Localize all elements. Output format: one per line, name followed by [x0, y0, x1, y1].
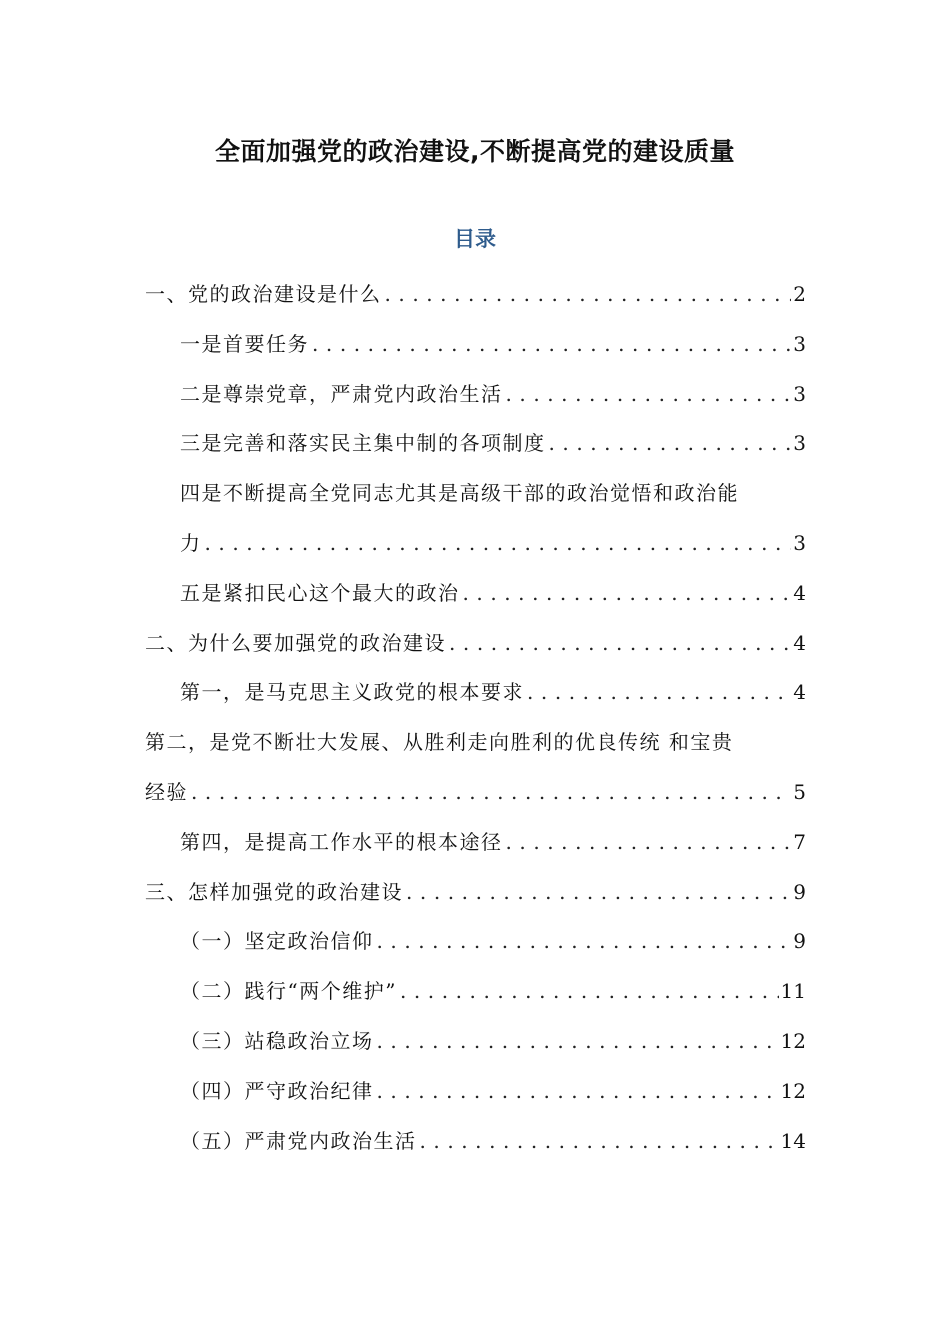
toc-leader-dots: [403, 868, 791, 918]
toc-leader-dots: [417, 1117, 779, 1167]
toc-entry-text-first-line: 第二，是党不断壮大发展、从胜利走向胜利的优良传统 和宝贵: [145, 730, 734, 755]
toc-entry-text: （三）站稳政治立场: [180, 1028, 374, 1053]
toc-leader-dots: [188, 768, 791, 818]
toc-page-number: 11: [780, 979, 806, 1004]
toc-page-number: 7: [793, 829, 806, 854]
toc-entry-text: 经验: [145, 779, 188, 804]
toc-leader-dots: [397, 967, 779, 1017]
toc-entry[interactable]: [0, 668, 806, 718]
toc-entry-text: （二）践行“两个维护”: [180, 979, 397, 1004]
toc-entry-text: 三、怎样加强党的政治建设: [145, 879, 403, 904]
table-of-contents: [0, 270, 950, 1166]
toc-page-number: 4: [793, 630, 806, 655]
toc-leader-dots: [503, 818, 792, 868]
toc-entry[interactable]: [0, 1017, 806, 1067]
toc-entry-text: 第四，是提高工作水平的根本途径: [180, 829, 503, 854]
toc-entry[interactable]: [0, 419, 806, 469]
toc-entry[interactable]: [0, 1067, 806, 1117]
toc-entry[interactable]: [0, 619, 806, 669]
toc-page-number: 12: [780, 1078, 806, 1103]
toc-leader-dots: [202, 519, 792, 569]
toc-leader-dots: [374, 1067, 779, 1117]
toc-entry-text: 五是紧扣民心这个最大的政治: [180, 580, 460, 605]
toc-page-number: 12: [780, 1028, 806, 1053]
toc-entry[interactable]: [0, 569, 806, 619]
toc-leader-dots: [382, 270, 792, 320]
toc-page-number: 4: [793, 680, 806, 705]
toc-entry-text: 二是尊崇党章，严肃党内政治生活: [180, 381, 503, 406]
toc-entry[interactable]: [0, 1117, 806, 1167]
toc-entry[interactable]: [0, 917, 806, 967]
toc-entry[interactable]: [0, 370, 806, 420]
toc-entry[interactable]: [0, 818, 806, 868]
toc-leader-dots: [503, 370, 792, 420]
toc-page-number: 3: [793, 431, 806, 456]
toc-entry-text: （一）坚定政治信仰: [180, 929, 374, 954]
toc-entry-text: 三是完善和落实民主集中制的各项制度: [180, 431, 546, 456]
toc-leader-dots: [524, 668, 791, 718]
toc-entry-text: （四）严守政治纪律: [180, 1078, 374, 1103]
toc-entry[interactable]: [0, 868, 806, 918]
toc-leader-dots: [374, 917, 792, 967]
toc-page-number: 3: [793, 331, 806, 356]
toc-page-number: 3: [793, 381, 806, 406]
toc-page-number: 9: [793, 879, 806, 904]
toc-entry-text: 力: [180, 530, 202, 555]
toc-entry[interactable]: [0, 718, 806, 818]
toc-entry[interactable]: [0, 270, 806, 320]
toc-page-number: 3: [793, 530, 806, 555]
toc-entry-text: 第一，是马克思主义政党的根本要求: [180, 680, 524, 705]
toc-leader-dots: [446, 619, 791, 669]
toc-page-number: 4: [793, 580, 806, 605]
toc-leader-dots: [460, 569, 792, 619]
toc-entry-text: 一、党的政治建设是什么: [145, 282, 382, 306]
toc-entry-text: （五）严肃党内政治生活: [180, 1128, 417, 1153]
toc-entry-text: 二、为什么要加强党的政治建设: [145, 630, 446, 655]
toc-entry[interactable]: [0, 469, 806, 569]
toc-page-number: 2: [793, 282, 806, 306]
toc-leader-dots: [546, 419, 792, 469]
toc-entry[interactable]: [0, 967, 806, 1017]
toc-page-number: 5: [793, 779, 806, 804]
toc-entry[interactable]: [0, 320, 806, 370]
toc-leader-dots: [309, 320, 791, 370]
toc-entry-text-first-line: 四是不断提高全党同志尤其是高级干部的政治觉悟和政治能: [180, 481, 739, 506]
document-title: 全面加强党的政治建设,不断提高党的建设质量: [215, 137, 735, 166]
toc-heading: 目录: [454, 227, 496, 251]
toc-entry-text: 一是首要任务: [180, 331, 309, 356]
toc-leader-dots: [374, 1017, 779, 1067]
toc-page-number: 9: [793, 929, 806, 954]
toc-page-number: 14: [780, 1128, 806, 1153]
